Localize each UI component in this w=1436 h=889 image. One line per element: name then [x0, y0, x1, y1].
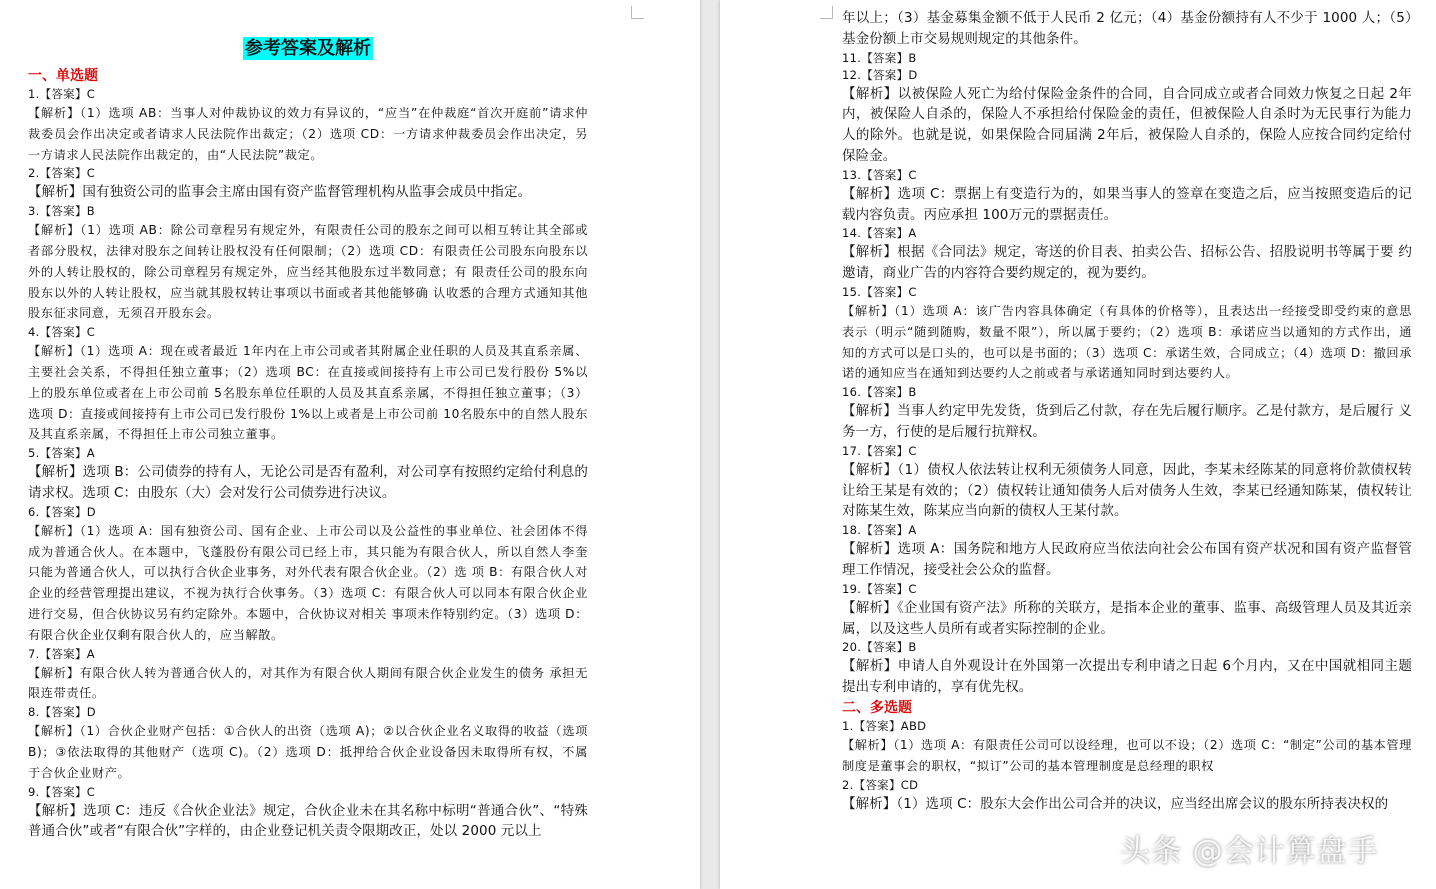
- answer-line: 1.【答案】C: [28, 87, 96, 101]
- explanation-text: 【解析】（1）合伙企业财产包括：①合伙人的出资（选项 A)；②以合伙企业名义取得的收益（选项 B)；③依法取得的其他财产（选项 C)。（2）选项 D：抵押给合伙企业设备因未取得所有权，不属于合伙企业财产。: [28, 724, 588, 780]
- explanation-text: 【解析】（1）债权人依法转让权利无须债务人同意，因此，李某未经陈某的同意将价款债权转让给王某是有效的；（2）债权转让通知债务人后对债务人生效，李某已经通知陈某，债权转让对陈某生效，陈某应当向新的债权人王某付款。: [842, 461, 1412, 520]
- explanation-text: 【解析】（1）选项 A：现在或者最近 1年内在上市公司或者其附属企业任职的人员及其直系亲属、主要社会关系，不得担任独立董事；（2）选项 BC：在直接或间接持有上市公司已发行股份 5%以上的股东单位或者在上市公司前 5名股东单位任职的人员及其直系亲属，不得担任独立董事；（3）选项 D：直接或间接持有上市公司已发行股份 1%以上或者是上市公司前 10名股东中的自然人股东及其直系亲属，不得担任上市公司独立董事。: [28, 344, 588, 442]
- answer-line: 17.【答案】C: [842, 443, 917, 458]
- explanation-text: 【解析】（1）选项 AB：当事人对仲裁协议的效力有异议的，“应当”在仲裁庭“首次开庭前”请求仲裁委员会作出决定或者请求人民法院作出裁定；（2）选项 CD：一方请求仲裁委员会作出决定，另一方请求人民法院作出裁定的，由“人民法院”裁定。: [28, 106, 588, 162]
- answer-line: 16.【答案】B: [842, 385, 917, 400]
- explanation-text: 【解析】（1）选项 AB：除公司章程另有规定外，有限责任公司的股东之间可以相互转让其全部或者部分股权，法律对股东之间转让股权没有任何限制；（2）选项 CD：有限责任公司股东向股东以外的人转让股权的，除公司章程另有规定外，应当经其他股东过半数同意；有 限责任公司的股东向股东以外的人转让股权，应当就其股权转让事项以书面或者其他能够确 认收悉的合理方式通知其他股东征求同意，无须召开股东会。: [28, 223, 588, 321]
- explanation-text: 【解析】选项 C：违反《合伙企业法》规定，合伙企业未在其名称中标明“普通合伙”、“特殊普通合伙”或者“有限合伙”字样的，由企业登记机关责令限期改正，处以 2000 元以上: [28, 802, 588, 840]
- answer-line: 13.【答案】C: [842, 167, 917, 182]
- explanation-text: 【解析】选项 B：公司债券的持有人，无论公司是否有盈利，对公司享有按照约定给付利息的请求权。选项 C：由股东（大）会对发行公司债券进行决议。: [28, 464, 588, 501]
- explanation-text: 【解析】申请人自外观设计在外国第一次提出专利申请之日起 6个月内，又在中国就相同主题提出专利申请的，享有优先权。: [842, 658, 1412, 696]
- answer-line: 19.【答案】C: [842, 581, 917, 596]
- answer-line: 2.【答案】C: [28, 166, 96, 181]
- crop-mark: [820, 6, 833, 19]
- answer-line: 9.【答案】C: [28, 784, 96, 799]
- answer-line: 8.【答案】D: [28, 705, 96, 720]
- explanation-text: 【解析】选项 A：国务院和地方人民政府应当依法向社会公布国有资产状况和国有资产监督管理工作情况，接受社会公众的监督。: [842, 541, 1412, 578]
- watermark-overlay: 头条 @会计算盘手: [1120, 834, 1379, 869]
- explanation-text: 【解析】（1）选项 A：该广告内容具体确定（有具体的价格等），且表达出一经接受即受约束的意思表示（明示“随到随购，数量不限”），所以属于要约；（2）选项 B：承诺应当以通知的方式作出，通知的方式可以是口头的，也可以是书面的；（3）选项 C：承诺生效，合同成立；（4）选项 D：撤回承诺的通知应当在通知到达要约人之前或者与承诺通知同时到达要约人。: [842, 303, 1412, 381]
- explanation-text: 【解析】有限合伙人转为普通合伙人的，对其作为有限合伙人期间有限合伙企业发生的债务 承担无限连带责任。: [28, 665, 588, 701]
- explanation-text: 【解析】《企业国有资产法》所称的关联方，是指本企业的董事、监事、高级管理人员及其近亲属，以及这些人员所有或者实际控制的企业。: [842, 599, 1412, 637]
- answer-line: 18.【答案】A: [842, 523, 917, 538]
- answer-line: 6.【答案】D: [28, 504, 96, 519]
- explanation-text: 【解析】（1）选项 A：国有独资公司、国有企业、上市公司以及公益性的事业单位、社会团体不得成为普通合伙人。在本题中，飞蓬股份有限公司已经上市，其只能为有限合伙人，所以自然人李奎只能为普通合伙人，可以执行合伙企业事务，对外代表有限合伙企业。（2）选 项 B：有限合伙人对企业的经营管理提出建议，不视为执行合伙事务。（3）选项 C：有限合伙人可以同本有限合伙企业进行交易，但合伙协议另有约定除外。本题中，合伙协议对相关 事项未作特别约定。（3）选项 D：有限合伙企业仅剩有限合伙人的，应当解散。: [28, 523, 588, 642]
- crop-mark: [631, 6, 644, 19]
- page-content: [842, 8, 1412, 814]
- page-content: [28, 0, 588, 842]
- explanation-text: 【解析】根据《合同法》规定，寄送的价目表、拍卖公告、招标公告、招股说明书等属于要 约邀请，商业广告的内容符合要约规定的，视为要约。: [842, 244, 1412, 282]
- answer-line: 5.【答案】A: [28, 446, 95, 461]
- explanation-text: 【解析】当事人约定甲先发货，货到后乙付款，存在先后履行顺序。乙是付款方，是后履行 义务一方，行使的是后履行抗辩权。: [842, 403, 1412, 440]
- document-page-right: [720, 0, 1436, 889]
- explanation-text: 【解析】（1）选项 A：有限责任公司可以设经理，也可以不设；（2）选项 C：“制定”公司的基本管理制度是董事会的职权，“拟订”公司的基本管理制度是总经理的职权: [842, 737, 1412, 773]
- explanation-text: 【解析】（1）选项 C：股东大会作出公司合并的决议，应当经出席会议的股东所持表决权的: [842, 795, 1389, 812]
- answer-line: 20.【答案】B: [842, 640, 917, 655]
- answer-line: 12.【答案】D: [842, 67, 918, 82]
- answer-line: 11.【答案】B: [842, 50, 917, 65]
- continued-text: 年以上；（3）基金募集金额不低于人民币 2 亿元；（4）基金份额持有人不少于 1000 人；（5）基金份额上市交易规则规定的其他条件。: [842, 10, 1412, 47]
- document-title: 参考答案及解析: [245, 38, 371, 59]
- answer-line: 15.【答案】C: [842, 284, 917, 299]
- answer-line: 3.【答案】B: [28, 204, 95, 219]
- answer-line: 14.【答案】A: [842, 226, 917, 241]
- section-heading-single-choice: 一、单选题: [28, 68, 98, 84]
- section-heading-multiple-choice: 二、多选题: [842, 699, 912, 716]
- answer-line: 7.【答案】A: [28, 646, 95, 661]
- document-page-left: [0, 0, 700, 889]
- explanation-text: 【解析】以被保险人死亡为给付保险金条件的合同，自合同成立或者合同效力恢复之日起 2年内，被保险人自杀的，保险人不承担给付保险金的责任，但被保险人自杀时为无民事行为能力人的除外。也就是说，如果保险合同届满 2年后，被保险人自杀的，保险人应按合同约定给付保险金。: [842, 85, 1412, 164]
- answer-line: 4.【答案】C: [28, 325, 96, 340]
- answer-line: 1.【答案】ABD: [842, 718, 927, 733]
- answer-line: 2.【答案】CD: [842, 777, 919, 792]
- explanation-text: 【解析】国有独资公司的监事会主席由国有资产监督管理机构从监事会成员中指定。: [28, 184, 532, 201]
- explanation-text: 【解析】选项 C：票据上有变造行为的，如果当事人的签章在变造之后，应当按照变造后的记载内容负责。丙应承担 100万元的票据责任。: [842, 185, 1412, 223]
